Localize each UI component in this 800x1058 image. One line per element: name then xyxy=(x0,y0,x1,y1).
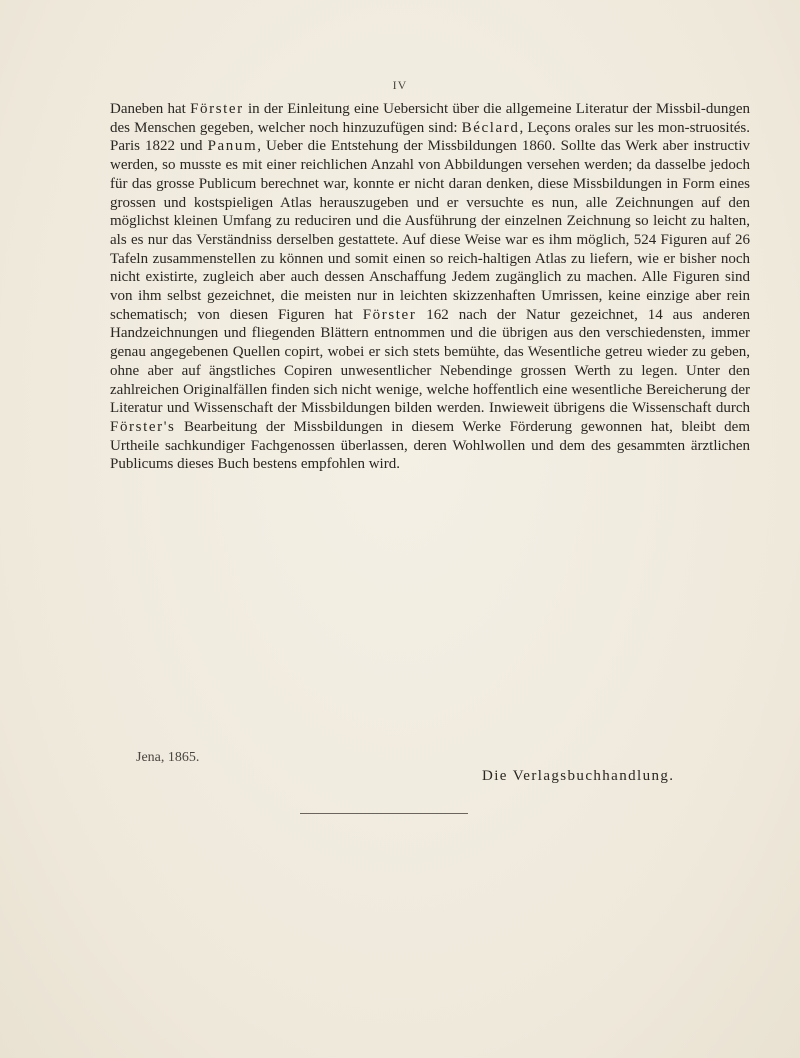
page-number: IV xyxy=(392,78,408,92)
text-run: Bearbeitung der Missbildungen in diesem Werke Förderung gewonnen hat, bleibt dem Urtheile sachkundiger Fachgenossen überlassen, deren Wohlwollen und dem des gesammten ärztlichen Publicums dieses Buch bestens empfohlen wird. xyxy=(110,418,750,473)
author-name: Förster xyxy=(362,306,417,323)
author-name: Förster's xyxy=(110,418,176,435)
body-paragraph xyxy=(110,100,750,474)
text-run: 162 nach der Natur gezeichnet, 14 aus anderen Handzeichnungen und fliegenden Blättern entnommen und die übrigen aus den verschiedensten, immer genau angegebenen Quellen copirt, wobei er sich stets bemühte, das Wesentliche getreu wieder zu geben, ohne aber auf ängstliches Copiren unwesentlicher Nebendinge grossen Werth zu legen. Unter den zahlreichen Originalfällen finden sich nicht wenige, welche hoffentlich eine wesentliche Bereicherung der Literatur und Wissenschaft der Missbildungen bilden werden. Inwieweit übrigens die Wissenschaft durch xyxy=(110,306,750,417)
author-name: Panum xyxy=(207,138,258,155)
place-date: Jena, 1865. xyxy=(136,750,200,765)
text-run: , Leçons orales sur les mon-struosités. Paris 1822 und xyxy=(110,119,750,155)
text-run: in der Einleitung eine Uebersicht über die allgemeine Literatur der Missbil-dungen des Menschen gegeben, welcher noch hinzuzufügen sind: xyxy=(110,101,750,136)
paragraph xyxy=(110,100,750,474)
author-name: Förster xyxy=(190,101,244,117)
text-run: , Ueber die Entstehung der Missbildungen 1860. Sollte das Werk aber instructiv werden, so musste es mit einer reichlichen Anzahl von Abbildungen versehen werden; da dasselbe jedoch für das grosse Publicum berechnet war, konnte er nicht daran denken, diese Missbildungen in Form eines grossen und kostspieligen Atlas herauszugeben und er versuchte es nun, alle Zeichnungen auf den möglichst kleinen Umfang zu reduciren und die Ausführung der einzelnen Zeichnung so leicht zu halten, als es nur das Verständniss derselben gestattete. Auf diese Weise war es ihm möglich, 524 Figuren auf 26 Tafeln zusammenstellen zu können und somit einen so reich-haltigen Atlas zu liefern, wie er bisher noch nicht existirte, zugleich aber auch dessen Anschaffung Jedem zugänglich zu machen. Alle Figuren sind von ihm selbst gezeichnet, die meisten nur in leichten skizzenhaften Umrissen, keine einzige aber rein schematisch; von diesen Figuren hat xyxy=(110,138,751,323)
publisher-signature: Die Verlagsbuchhandlung. xyxy=(482,768,675,784)
divider-rule xyxy=(300,813,468,814)
author-name: Béclard xyxy=(461,119,520,136)
text-run: Daneben hat xyxy=(110,101,191,117)
